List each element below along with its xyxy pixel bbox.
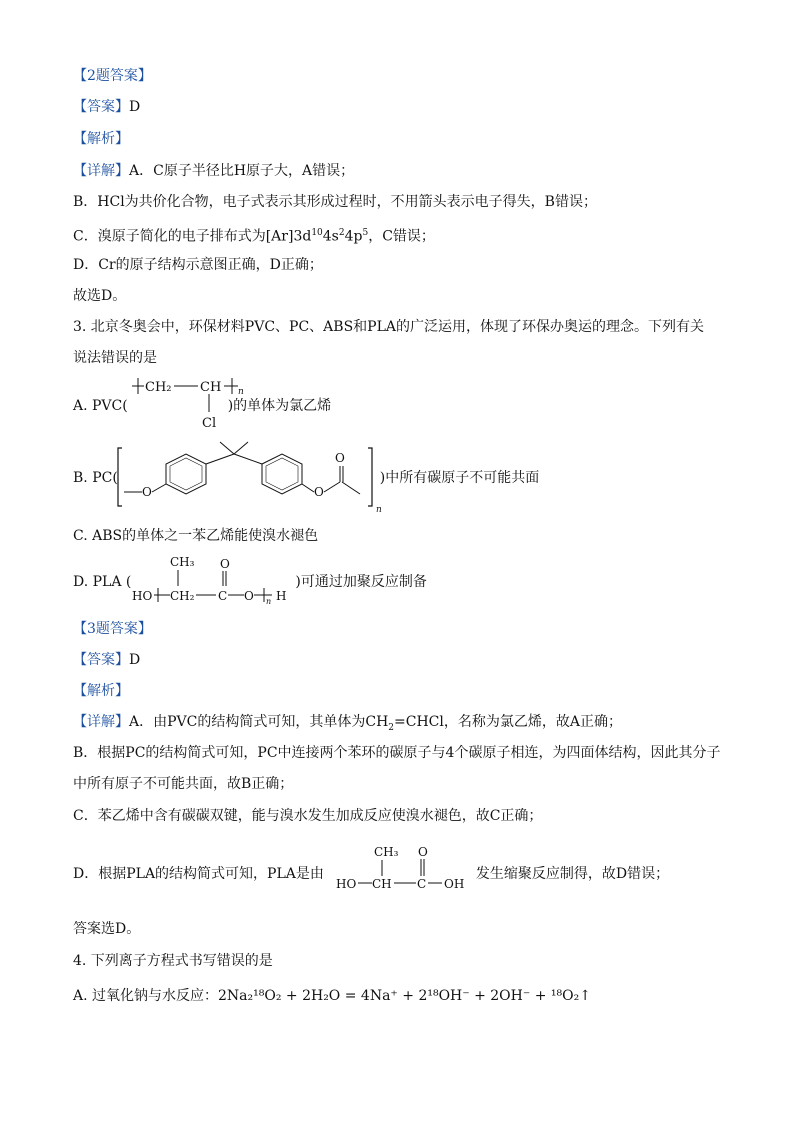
opt-a-pre: A. PVC( bbox=[73, 398, 128, 414]
q2-answer-line bbox=[73, 98, 140, 116]
pvc-ch: CH bbox=[200, 380, 222, 395]
q3-conclusion: 答案选D。 bbox=[73, 921, 141, 937]
c-mid2: 4p bbox=[344, 228, 363, 245]
pvc-structure bbox=[130, 372, 250, 434]
q3-detail-b1: B．根据PC的结构简式可知，PC中连接两个苯环的碳原子与4个碳原子相连，为四面体结构，因此其分子 bbox=[73, 745, 721, 761]
q4-equation: 2Na₂¹⁸O₂ + 2H₂O = 4Na⁺ + 2¹⁸OH⁻ + 2OH⁻ + ¹⁸O₂↑ bbox=[218, 988, 591, 1004]
answer-tag: 【答案】 bbox=[73, 652, 129, 668]
answer-value: D bbox=[129, 652, 141, 668]
detail-a-post: =CHCl，名称为氯乙烯，故A正确； bbox=[394, 714, 622, 730]
q2-detail-d: D．Cr的原子结构示意图正确，D正确； bbox=[73, 257, 323, 273]
c-sup2: 2 bbox=[338, 228, 345, 238]
pla-ch2: CH₂ bbox=[170, 589, 195, 603]
monomer-o: O bbox=[418, 845, 428, 859]
c-pre: C．溴原子简化的电子排布式为[Ar]3d bbox=[73, 228, 312, 245]
answer-tag: 【答案】 bbox=[73, 99, 129, 115]
pla-o: O bbox=[220, 557, 230, 571]
opt-d-pre: D. PLA ( bbox=[73, 574, 132, 590]
c-mid1: 4s bbox=[322, 228, 339, 245]
detail-tag: 【详解】 bbox=[73, 163, 129, 179]
q4-option-a bbox=[73, 987, 591, 1005]
pla-n: n bbox=[266, 597, 272, 606]
q2-analysis-tag: 【解析】 bbox=[73, 131, 129, 147]
monomer-oh: OH bbox=[444, 877, 465, 891]
q2-detail-a bbox=[73, 162, 354, 180]
pc-o3: O bbox=[335, 451, 345, 465]
detail-d-post: 发生缩聚反应制得，故D错误； bbox=[475, 866, 670, 882]
detail-a-sub: 2 bbox=[388, 722, 395, 733]
pvc-ch2: CH₂ bbox=[145, 380, 172, 395]
pla-ho: HO bbox=[132, 589, 153, 603]
q3-answer-header: 【3题答案】 bbox=[73, 621, 152, 637]
pvc-n: n bbox=[238, 387, 244, 397]
q3-stem-2: 说法错误的是 bbox=[73, 350, 157, 366]
pc-n: n bbox=[376, 505, 382, 515]
pla-o2: O bbox=[244, 589, 254, 603]
opt-b-post: )中所有碳原子不可能共面 bbox=[379, 470, 540, 486]
q2-conclusion: 故选D。 bbox=[73, 288, 127, 304]
q3-detail-a bbox=[73, 713, 622, 737]
c-post: ，C错误； bbox=[368, 228, 435, 245]
q2-detail-c bbox=[73, 224, 435, 246]
q3-detail-b2: 中所有原子不可能共面，故B正确； bbox=[73, 776, 294, 792]
pc-o1: O bbox=[142, 485, 152, 499]
pvc-cl: Cl bbox=[202, 416, 217, 431]
monomer-ch3: CH₃ bbox=[374, 845, 399, 859]
q3-analysis-tag: 【解析】 bbox=[73, 683, 129, 699]
q2-answer-header: 【2题答案】 bbox=[73, 68, 152, 84]
detail-d-pre: D．根据PLA的结构简式可知，PLA是由 bbox=[73, 866, 324, 882]
q3-option-c: C. ABS的单体之一苯乙烯能使溴水褪色 bbox=[73, 528, 319, 544]
q3-stem-1: 3. 北京冬奥会中，环保材料PVC、PC、ABS和PLA的广泛运用，体现了环保办奥运的理念。下列有关 bbox=[73, 319, 704, 335]
q3-answer-line bbox=[73, 651, 140, 669]
detail-a-text: A．C原子半径比H原子大，A错误； bbox=[129, 163, 355, 179]
pc-o2: O bbox=[314, 485, 324, 499]
answer-value: D bbox=[129, 99, 141, 115]
q4-opt-a-pre: A. 过氧化钠与水反应： bbox=[73, 988, 219, 1004]
c-sup1: 10 bbox=[311, 228, 323, 238]
pc-structure bbox=[114, 440, 394, 516]
monomer-ch: CH bbox=[372, 877, 392, 891]
monomer-c: C bbox=[417, 877, 427, 891]
detail-tag: 【详解】 bbox=[73, 714, 129, 730]
pla-h: H bbox=[276, 589, 287, 603]
opt-d-post: )可通过加聚反应制备 bbox=[295, 574, 427, 590]
pla-ch3: CH₃ bbox=[170, 555, 195, 569]
q4-stem: 4. 下列离子方程式书写错误的是 bbox=[73, 953, 273, 969]
c-sup3: 5 bbox=[362, 228, 369, 238]
opt-a-post: )的单体为氯乙烯 bbox=[227, 398, 332, 414]
detail-a-pre: A．由PVC的结构简式可知，其单体为CH bbox=[129, 714, 389, 730]
monomer-ho: HO bbox=[336, 877, 357, 891]
opt-b-pre: B. PC( bbox=[73, 470, 118, 486]
pla-c: C bbox=[218, 589, 228, 603]
q3-detail-c: C．苯乙烯中含有碳碳双键，能与溴水发生加成反应使溴水褪色，故C正确； bbox=[73, 808, 543, 824]
lactic-acid-structure bbox=[334, 842, 484, 894]
pla-structure bbox=[130, 554, 300, 606]
q2-detail-b: B．HCl为共价化合物，电子式表示其形成过程时，不用箭头表示电子得失，B错误； bbox=[73, 194, 597, 210]
